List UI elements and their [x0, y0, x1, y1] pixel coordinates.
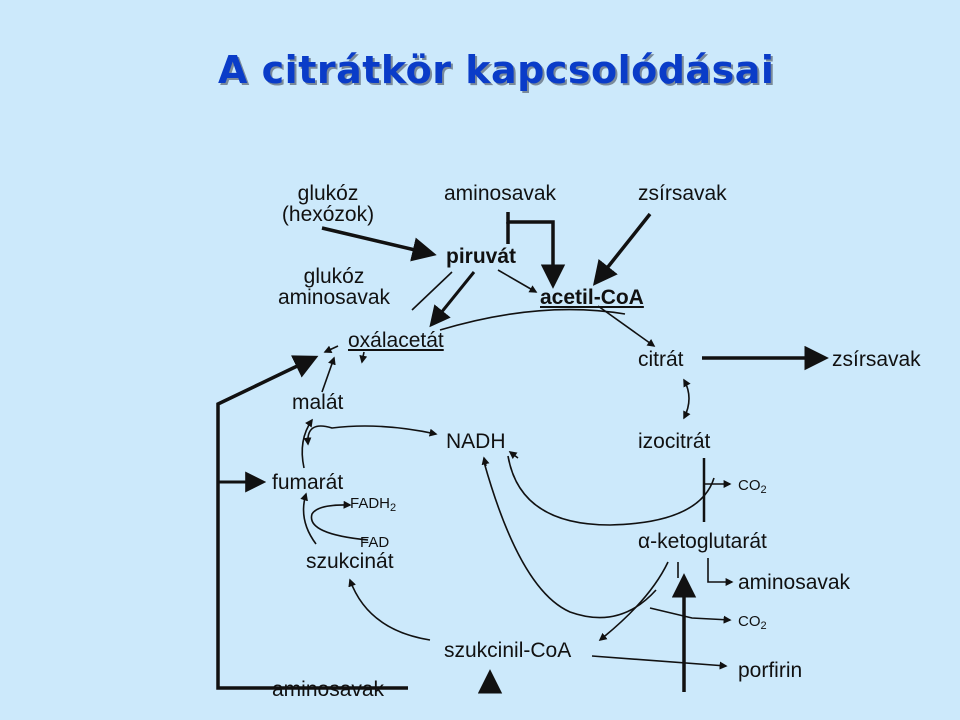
curve-malat-nadh: [308, 426, 436, 444]
node-aminosavak-top: aminosavak: [444, 182, 557, 205]
node-izocitrat: izocitrát: [638, 430, 711, 453]
node-hexozok-label: (hexózok): [281, 203, 375, 226]
arrow-szukcinilcoa-to-porfirin: [592, 656, 726, 666]
node-szukcinat: szukcinát: [306, 550, 394, 573]
fadh2-base: FADH: [350, 495, 391, 512]
curve-oxalacetat-acetilcoa: [440, 310, 625, 330]
arrow-piruvat-to-acetilcoa: [498, 270, 536, 292]
co2-a-subscript: 2: [760, 484, 767, 496]
co2-a-base: CO: [738, 477, 761, 494]
node-glukoz-aminosavak: [264, 266, 404, 308]
node-co2-b: [738, 614, 767, 632]
node-aminosavak-2-label: aminosavak: [277, 286, 391, 309]
node-piruvat: piruvát: [446, 245, 517, 268]
arrow-acetilcoa-to-citrat: [598, 306, 654, 346]
node-glukoz-label: glukóz: [297, 182, 359, 205]
node-glukoz-hexozok: [258, 183, 398, 225]
node-porfirin: porfirin: [738, 659, 803, 682]
arrow-piruvat-to-oxalacetat: [432, 272, 474, 324]
node-oxalacetat: oxálacetát: [348, 329, 444, 352]
node-nadh: NADH: [446, 430, 506, 453]
node-szukcinil-coa: szukcinil-CoA: [444, 639, 572, 662]
node-aminosavak-right: aminosavak: [738, 571, 851, 594]
fadh2-subscript: 2: [390, 502, 397, 514]
arrow-aketoglutarat-co2: [650, 608, 730, 620]
node-fad: FAD: [360, 534, 390, 551]
arrow-szukcinat-to-fumarat: [304, 494, 316, 544]
arrow-hexoz-to-piruvat: [322, 228, 432, 254]
arrow-citrat-izocitrat: [684, 380, 689, 418]
node-zsirsavak-right: zsírsavak: [832, 348, 921, 371]
node-glukoz-2-label: glukóz: [303, 265, 365, 288]
co2-b-subscript: 2: [760, 620, 767, 632]
arrow-nadh-tip-1: [510, 452, 518, 458]
curve-aketoglutarat-nadh: [484, 462, 656, 618]
arrow-aketoglutarat-to-aminosavak: [708, 558, 732, 582]
node-aminosavak-bottom: aminosavak: [272, 678, 385, 701]
node-fumarat: fumarát: [272, 471, 344, 494]
arrow-fumarat-to-malat: [302, 420, 312, 468]
arrow-malat-to-oxalacetat: [322, 358, 334, 392]
co2-b-base: CO: [738, 613, 761, 630]
node-acetil-coa: acetil-CoA: [540, 286, 644, 309]
arrow-szukcinilcoa-to-szukcinat: [350, 580, 430, 640]
arrow-zsirsavak-to-acetilcoa: [596, 214, 650, 282]
page-title: A citrátkör kapcsolódásai: [218, 48, 775, 92]
node-zsirsavak-top: zsírsavak: [638, 182, 727, 205]
node-fadh2: [350, 496, 396, 514]
node-co2-a: [738, 478, 767, 496]
node-alfa-ketoglutarat: α-ketoglutarát: [638, 530, 767, 553]
arrow-oxalacetat-up: [325, 346, 338, 352]
node-citrat: citrát: [638, 348, 684, 371]
arrow-oxalacetat-down: [362, 352, 364, 362]
node-malat: malát: [292, 391, 344, 414]
arrow-aketoglutarat-to-szukcinilcoa: [600, 562, 668, 640]
curve-izocitrat-nadh: [508, 456, 714, 525]
